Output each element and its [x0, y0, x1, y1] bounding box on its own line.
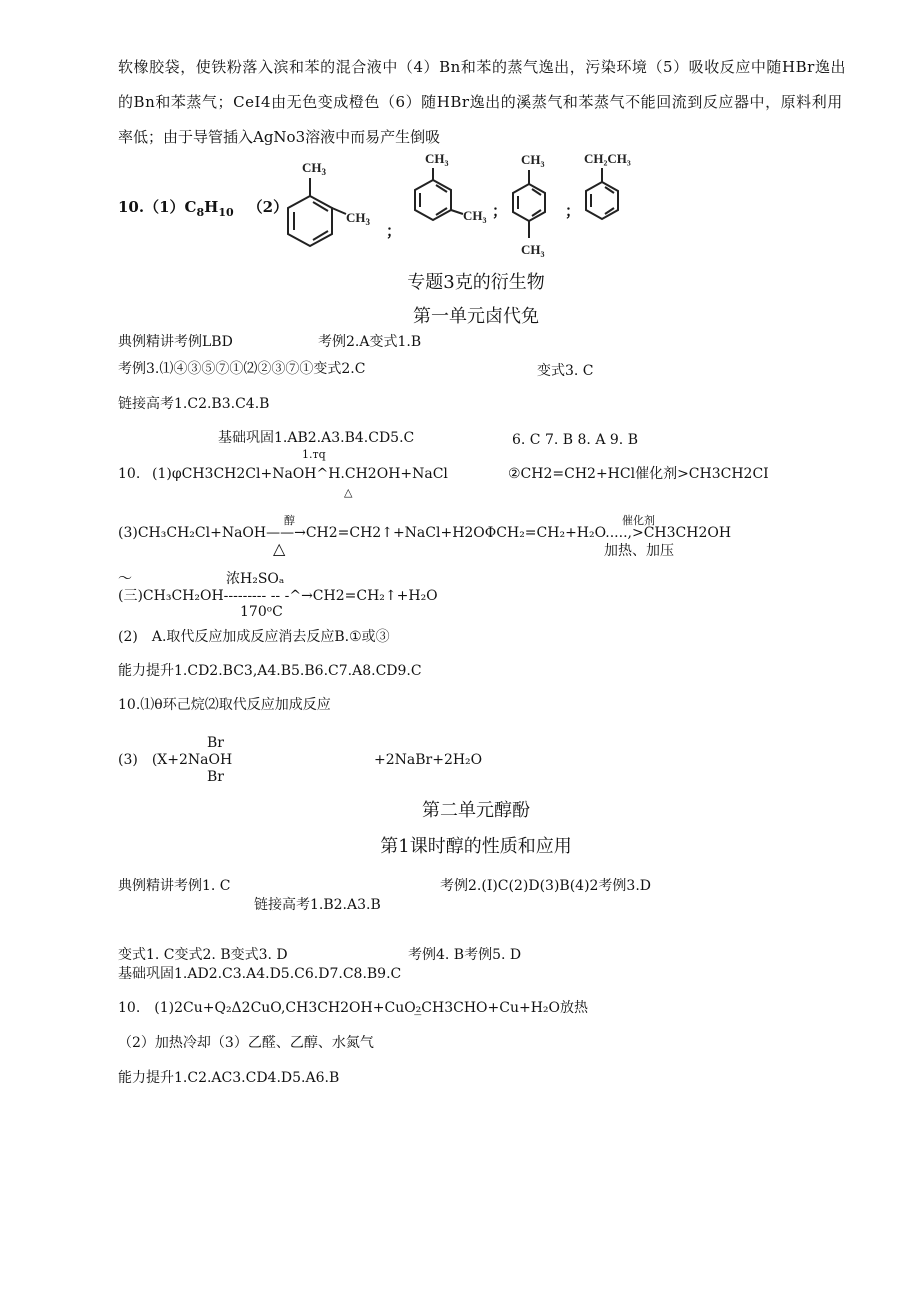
answer-line: 6. C 7. B 8. A 9. B: [512, 432, 638, 448]
ring-double-bond: [313, 231, 328, 240]
condition-label: 加热、加压: [604, 543, 674, 559]
ch3-label: $CH_3$: [302, 160, 326, 177]
q10-h: H: [204, 198, 219, 216]
answer-line: 能力提升1.C2.AC3.CD4.D5.A6.B: [118, 1070, 340, 1086]
text-line: 的Bn和苯蒸气；CeI4由无色变成橙色（6）随HBr逸出的溪蒸气和苯蒸气不能回流到反应器中，原料利用: [118, 93, 843, 111]
ch3-label: $CH_3$: [425, 151, 449, 168]
text-line: 率低；由于导管插入AgNo3溶液中而易产生倒吸: [118, 128, 441, 146]
q10-lead: 10.（1）C: [118, 198, 197, 216]
q10-h-sub: 10: [218, 206, 234, 219]
ch3-label: $CH_3$: [521, 242, 545, 259]
answer-line: 变式1. C变式2. B变式3. D: [118, 947, 288, 963]
answer-line: （2）加热冷却（3）乙醛、乙醇、水氮气: [118, 1035, 374, 1051]
answer-line: 链接高考1.B2.A3.B: [254, 897, 381, 913]
equation: (3) (X+2NaOH: [118, 752, 233, 768]
equation: ②CH2=CH2+HCl催化剂>CH3CH2CI: [508, 466, 769, 482]
condition-label: 浓H₂SOₐ: [226, 571, 285, 587]
reaction-note: 1.тq: [302, 448, 326, 461]
q10-c-sub: 8: [196, 206, 205, 219]
m-xylene-structure: [405, 150, 495, 240]
condition-label: 催化剂: [622, 514, 655, 527]
ethyl-label: CH₂CH₃: [584, 151, 631, 166]
answer-line: (2) A.取代反应加成反应消去反应B.①或③: [118, 629, 390, 645]
br-label: Br: [207, 769, 224, 785]
answer-line: 考例4. B考例5. D: [408, 947, 522, 963]
methyl-bond: [451, 210, 463, 214]
answer-line: 基础巩固1.AB2.A3.B4.CD5.C: [218, 430, 415, 446]
answer-line: 考例2.A变式1.B: [318, 334, 422, 350]
o-xylene-structure: [276, 150, 386, 260]
equation: (1)φCH3CH2Cl+NaOH^H.CH2OH+NaCl: [152, 466, 448, 482]
heat-symbol: △: [344, 486, 353, 499]
ethylbenzene-structure: [572, 150, 667, 240]
unit-title: 第二单元醇酚: [422, 800, 530, 821]
equation: (3)CH₃CH₂Cl+NaOH——→CH2=CH2↑+NaCl+H2OΦCH₂=CH₂+H₂O.....,>CH3CH2OH: [118, 525, 732, 541]
answer-line: 链接高考1.C2.B3.C4.B: [118, 396, 270, 412]
section-title: 专题3克的衍生物: [407, 272, 545, 293]
answer-line: 能力提升1.CD2.BC3,A4.B5.B6.C7.A8.CD9.C: [118, 663, 422, 679]
separator: ；: [386, 222, 402, 240]
answer-line: 考例2.(I)C(2)D(3)B(4)2考例3.D: [440, 878, 652, 894]
separator: ；: [565, 202, 581, 220]
answer-line: 考例3.⑴④③⑤⑦①⑵②③⑦①变式2.C: [118, 361, 366, 377]
answer-line: 变式3. C: [537, 363, 594, 379]
unit-title: 第一单元卤代免: [413, 306, 539, 327]
answer-line: 典例精讲考例LBD: [118, 334, 233, 350]
separator: ；: [492, 202, 508, 220]
ch3-label: $CH_3$: [463, 208, 487, 225]
answer-line: 典例精讲考例1. C: [118, 878, 231, 894]
equation: (三)CH₃CH₂OH--------- -- -^→CH2=CH₂↑+H₂O: [118, 588, 438, 604]
text-line: 软橡胶袋，使铁粉落入滨和苯的混合液中（4）Bn和苯的蒸气逸出，污染环境（5）吸收反应中随HBr逸出: [118, 58, 846, 76]
br-label: Br: [207, 735, 224, 751]
heat-symbol: △: [273, 539, 286, 558]
tilde-mark: ～: [118, 571, 132, 587]
equation: 10. (1)2Cu+Q₂Δ2CuO,CH3CH2OH+CuO₂̲CH3CHO+Cu+H₂O放热: [118, 1000, 589, 1016]
answer-line: 10.: [118, 466, 141, 482]
ch3-label: $CH_3$: [346, 210, 370, 227]
equation: +2NaBr+2H₂O: [374, 752, 483, 768]
ring-double-bond: [313, 202, 328, 211]
ch3-label: $CH_3$: [521, 152, 545, 169]
q10-part2: （2）: [247, 198, 289, 216]
answer-line: 基础巩固1.AD2.C3.A4.D5.C6.D7.C8.B9.C: [118, 966, 402, 982]
condition-label: 醇: [284, 514, 295, 527]
q10-formula: [118, 198, 288, 222]
condition-label: 170ᵒC: [240, 604, 283, 620]
answer-line: 10.⑴θ环己烷⑵取代反应加成反应: [118, 697, 331, 713]
lesson-title: 第1课时醇的性质和应用: [380, 836, 572, 857]
methyl-bond: [332, 208, 346, 214]
